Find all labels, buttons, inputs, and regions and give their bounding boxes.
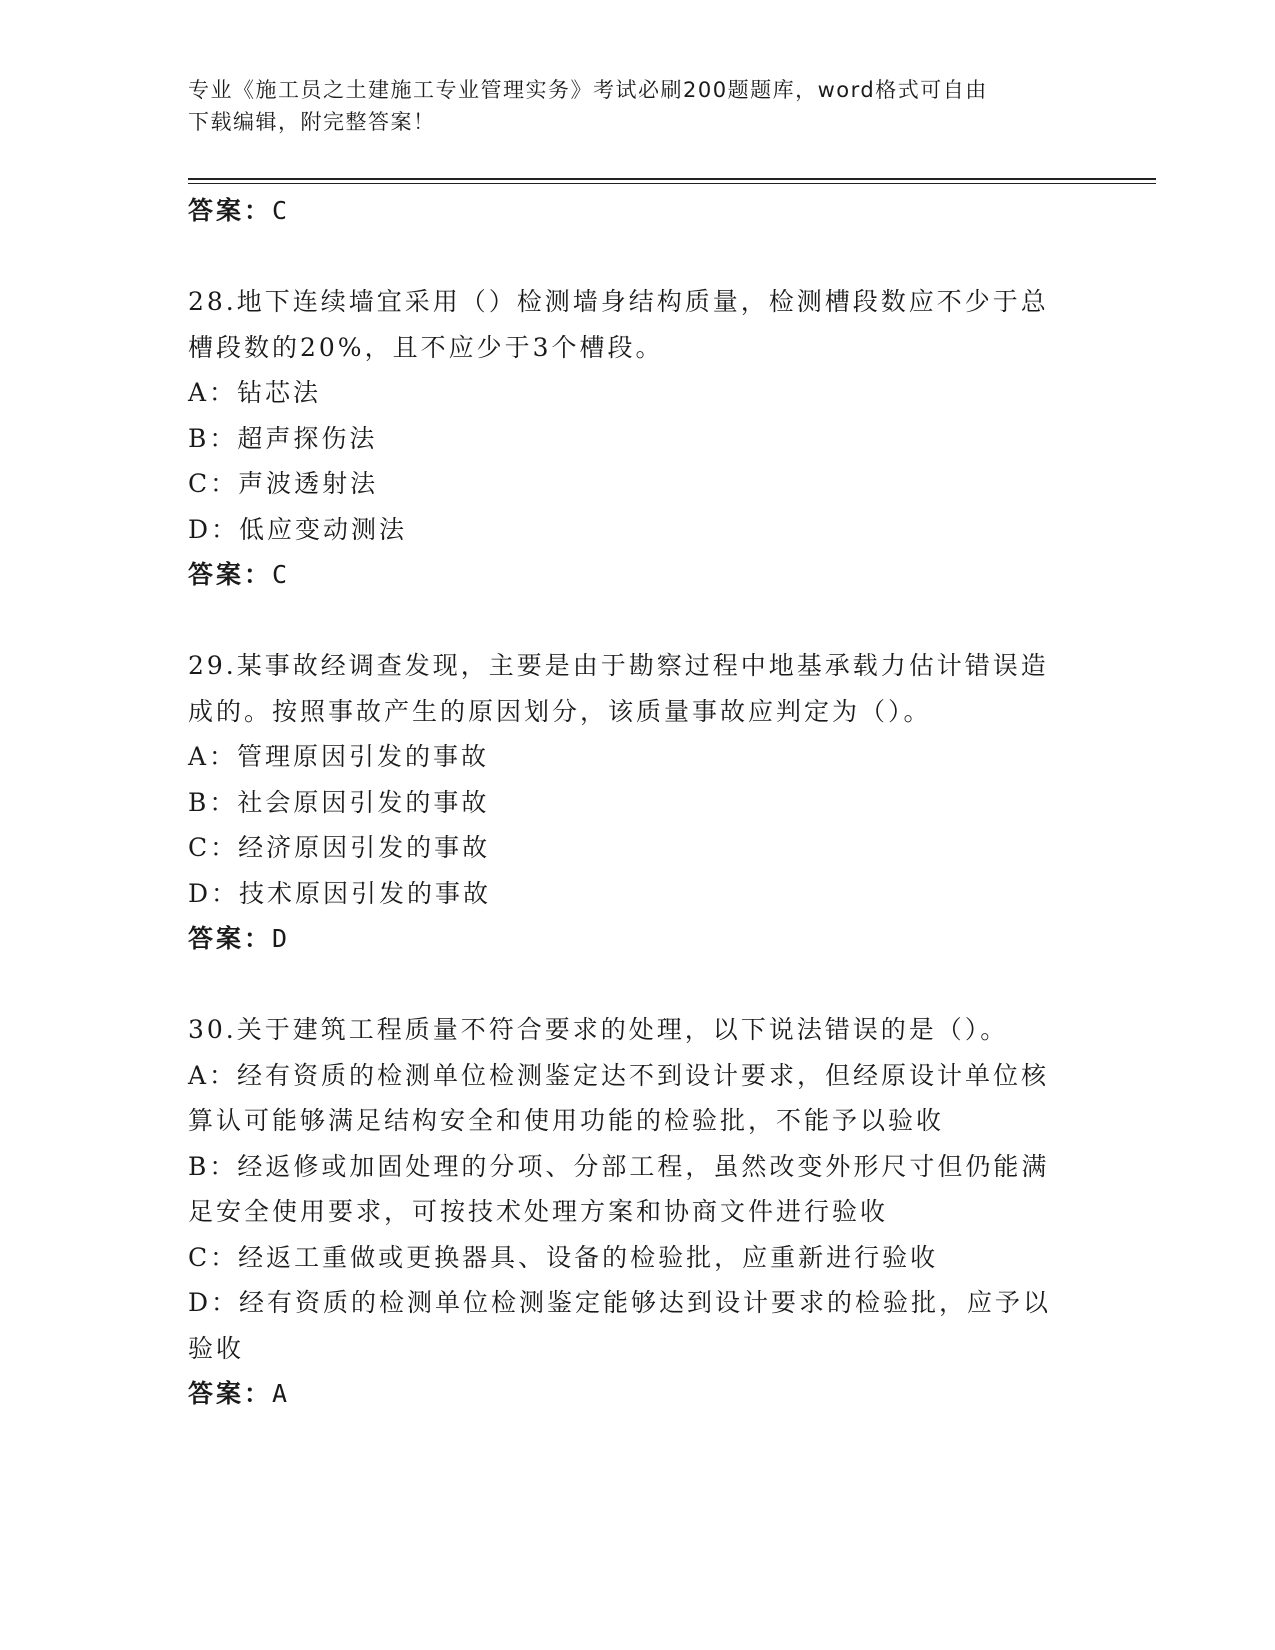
spacer xyxy=(188,234,1078,280)
answer-label: 答案： xyxy=(188,196,273,225)
question-stem: 28.地下连续墙宜采用（）检测墙身结构质量，检测槽段数应不少于总 xyxy=(188,287,1049,316)
question-stem-continued: 槽段数的20%，且不应少于3个槽段。 xyxy=(188,332,664,362)
option-d-continued: 验收 xyxy=(188,1333,245,1363)
option-b: B：超声探伤法 xyxy=(188,423,378,453)
option-b-continued: 足安全使用要求，可按技术处理方案和协商文件进行验收 xyxy=(188,1197,889,1226)
answer-value: C xyxy=(272,196,291,225)
answer-line xyxy=(188,552,1078,598)
option-a: A：经有资质的检测单位检测鉴定达不到设计要求，但经原设计单位核 xyxy=(188,1060,1050,1090)
header-rule-thick xyxy=(188,178,1156,180)
header-line-2: 下载编辑，附完整答案！ xyxy=(188,110,436,134)
question-block xyxy=(188,1007,1078,1417)
answer-value: C xyxy=(272,560,291,589)
option-c: C：经济原因引发的事故 xyxy=(188,833,491,862)
answer-value: D xyxy=(272,924,291,953)
option-c: C：声波透射法 xyxy=(188,469,379,498)
option-a: A：管理原因引发的事故 xyxy=(188,742,490,771)
header-rule-thin xyxy=(188,183,1156,184)
option-d: D：技术原因引发的事故 xyxy=(188,878,492,908)
option-b: B：社会原因引发的事故 xyxy=(188,787,490,817)
answer-label: 答案： xyxy=(188,560,273,589)
option-a-continued: 算认可能够满足结构安全和使用功能的检验批，不能予以验收 xyxy=(188,1106,945,1135)
answer-line xyxy=(188,188,1078,234)
document-header xyxy=(188,74,1068,138)
question-stem-continued: 成的。按照事故产生的原因划分，该质量事故应判定为（）。 xyxy=(188,696,932,726)
question-stem: 30.关于建筑工程质量不符合要求的处理，以下说法错误的是（）。 xyxy=(188,1015,1009,1044)
question-stem: 29.某事故经调查发现，主要是由于勘察过程中地基承载力估计错误造 xyxy=(188,651,1049,680)
option-b: B：经返修或加固处理的分项、分部工程，虽然改变外形尺寸但仍能满 xyxy=(188,1151,1050,1181)
spacer xyxy=(188,598,1078,644)
answer-line xyxy=(188,1371,1078,1417)
question-block xyxy=(188,643,1078,962)
answer-line xyxy=(188,916,1078,962)
question-block xyxy=(188,279,1078,598)
document-body xyxy=(188,188,1078,1417)
option-d: D：低应变动测法 xyxy=(188,514,408,544)
option-c: C：经返工重做或更换器具、设备的检验批，应重新进行验收 xyxy=(188,1242,939,1272)
spacer xyxy=(188,962,1078,1008)
option-d: D：经有资质的检测单位检测鉴定能够达到设计要求的检验批，应予以 xyxy=(188,1288,1052,1317)
option-a: A：钻芯法 xyxy=(188,378,322,407)
header-line-1: 专业《施工员之土建施工专业管理实务》考试必刷200题题库，word格式可自由 xyxy=(188,78,988,102)
answer-label: 答案： xyxy=(188,924,273,953)
answer-label: 答案： xyxy=(188,1379,273,1408)
answer-value: A xyxy=(272,1379,291,1408)
